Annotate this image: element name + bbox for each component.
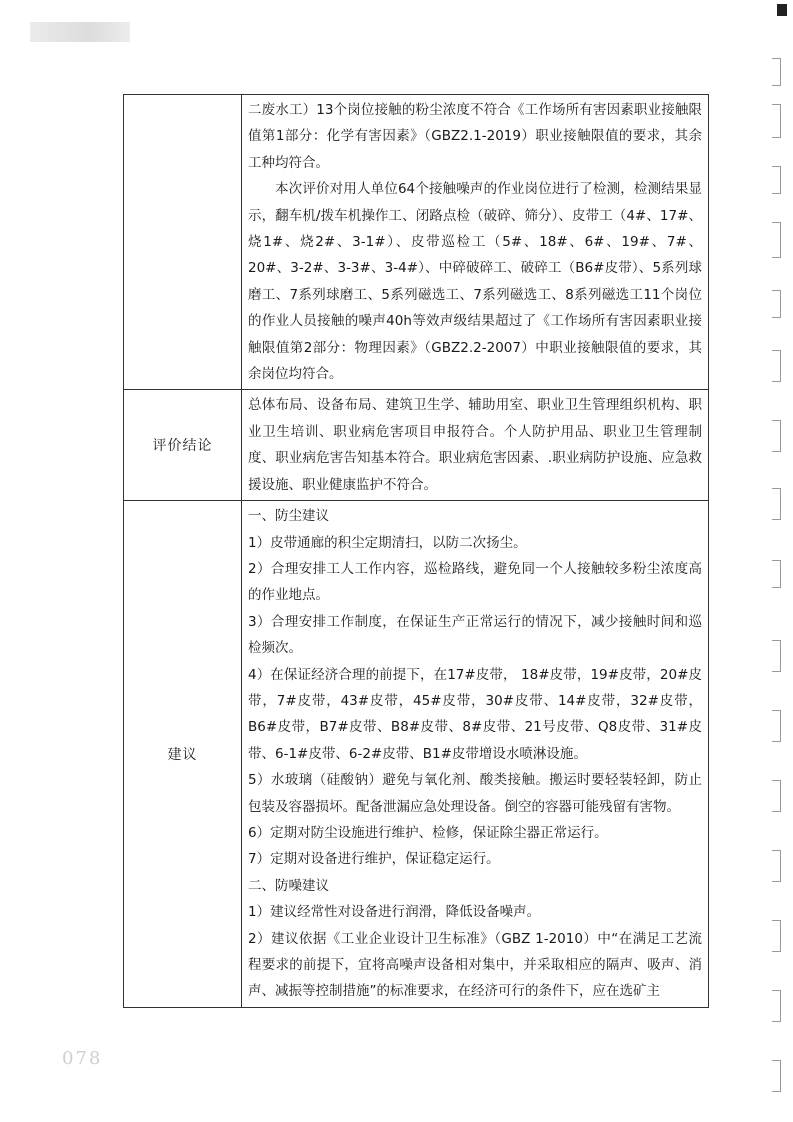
list-item: 1）建议经常性对设备进行润滑，降低设备噪声。	[248, 904, 541, 921]
list-item: 2）建议依据《工业企业设计卫生标准》（GBZ 1-2010）中“在满足工艺流程要求的前提下，宜将高噪声设备相对集中，并采取相应的隔声、吸声、消声、减振等控制措施”的标准要求，在经济可行的条件下，应在选矿主	[248, 930, 702, 1000]
list-item: 6）定期对防尘设施进行维护、检修，保证除尘器正常运行。	[248, 824, 608, 841]
binding-edge-marks	[767, 0, 793, 1122]
row-label-suggestions: 建议	[124, 501, 242, 1008]
row-content	[242, 501, 709, 1008]
list-item: 7）定期对设备进行维护，保证稳定运行。	[248, 851, 500, 868]
row-content	[242, 95, 709, 390]
list-item: 4）在保证经济合理的前提下，在17#皮带， 18#皮带，19#皮带，20#皮带，7#皮带，43#皮带，45#皮带，30#皮带、14#皮带，32#皮带，B6#皮带，B7#皮带、B8#皮带、8#皮带、21号皮带、Q8皮带、31#皮带、6-1#皮带、6-2#皮带、B1#皮带增设水喷淋设施。	[248, 666, 702, 762]
page-number: 078	[62, 1048, 103, 1069]
list-item: 3）合理安排工作制度，在保证生产正常运行的情况下，减少接触时间和巡检频次。	[248, 613, 702, 657]
table-row-continuation	[124, 95, 709, 390]
section-heading: 二、防噪建议	[248, 877, 329, 894]
evaluation-table	[123, 94, 709, 1008]
row-label	[124, 95, 242, 390]
binding-corner-mark	[777, 4, 787, 16]
list-item: 1）皮带通廊的积尘定期清扫，以防二次扬尘。	[248, 534, 527, 551]
paragraph: 总体布局、设备布局、建筑卫生学、辅助用室、职业卫生管理组织机构、职业卫生培训、职业病危害项目申报符合。个人防护用品、职业卫生管理制度、职业病危害告知基本符合。职业病危害因素、.职业病防护设施、应急救援设施、职业健康监护不符合。	[248, 397, 702, 493]
list-item: 5）水玻璃（硅酸钠）避免与氧化剂、酸类接触。搬运时要轻装轻卸，防止包装及容器损坏。配备泄漏应急处理设备。倒空的容器可能残留有害物。	[248, 772, 702, 815]
paragraph: 本次评价对用人单位64个接触噪声的作业岗位进行了检测，检测结果显示，翻车机/拨车机操作工、闭路点检（破碎、筛分）、皮带工（4#、17#、烧1#、烧2#、3-1#）、皮带巡检工（5#、18#、6#、19#、7#、20#、3-2#、3-3#、3-4#）、中碎破碎工、破碎工（B6#皮带）、5系列球磨工、7系列球磨工、5系列磁选工、7系列磁选工、8系列磁选工11个岗位的作业人员接触的噪声40h等效声级结果超过了《工作场所有害因素职业接触限值第2部分：物理因素》（GBZ2.2-2007）中职业接触限值的要求，其余岗位均符合。	[248, 181, 702, 383]
scan-stamp-mark	[30, 22, 130, 42]
table-row-suggestions	[124, 501, 709, 1008]
section-heading: 一、防尘建议	[248, 508, 329, 525]
list-item: 2）合理安排工人工作内容，巡检路线，避免同一个人接触较多粉尘浓度高的作业地点。	[248, 560, 702, 604]
table-row-conclusion	[124, 390, 709, 501]
row-content	[242, 390, 709, 501]
paragraph: 二废水工）13个岗位接触的粉尘浓度不符合《工作场所有害因素职业接触限值第1部分：化学有害因素》（GBZ2.1-2019）职业接触限值的要求，其余工种均符合。	[248, 102, 702, 171]
row-label-conclusion: 评价结论	[124, 390, 242, 501]
